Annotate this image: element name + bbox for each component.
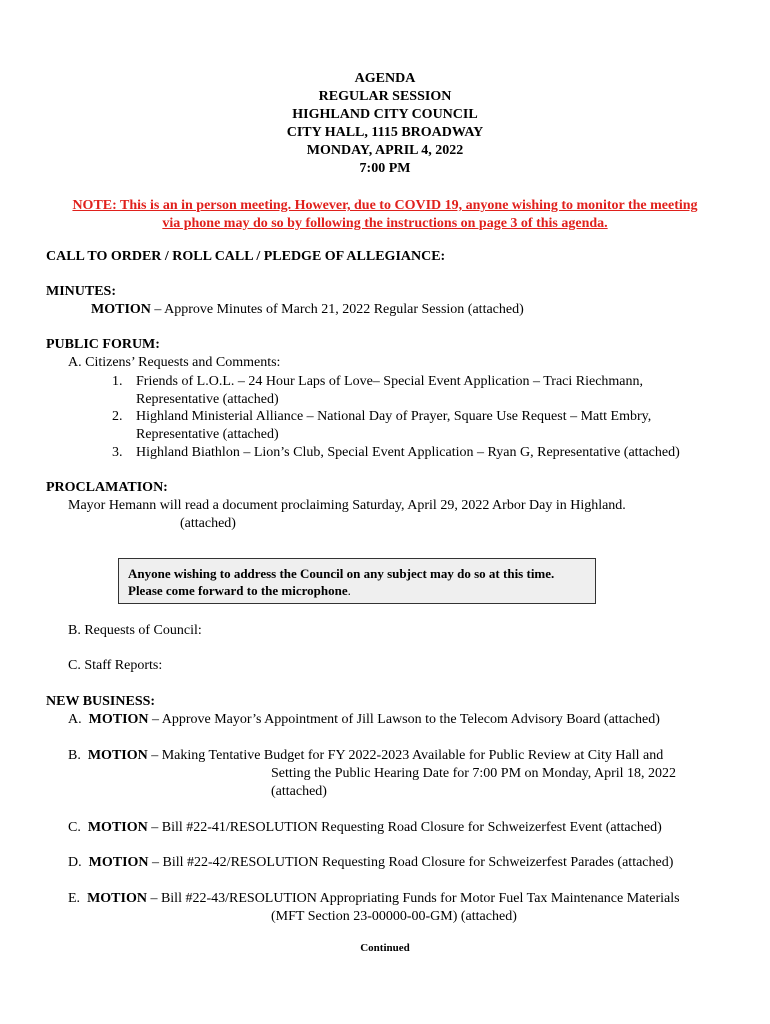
header-session: REGULAR SESSION (318, 89, 452, 104)
public-forum-heading: PUBLIC FORUM: (46, 337, 160, 352)
minutes-motion (91, 301, 524, 319)
item-text: – Bill #22-42/RESOLUTION Requesting Road Closure for Schweizerfest Parades (attached) (148, 855, 674, 870)
motion-label: MOTION (87, 748, 148, 763)
item-text: – Bill #22-41/RESOLUTION Requesting Road Closure for Schweizerfest Event (attached) (147, 820, 662, 835)
forum-item-number: 1. (112, 374, 123, 389)
continued-label: Continued (360, 942, 410, 954)
motion-label: MOTION (87, 820, 148, 835)
item-letter: E. (68, 891, 81, 906)
forum-item-number: 2. (112, 409, 123, 424)
header-time: 7:00 PM (359, 161, 411, 176)
forum-item-text: Highland Biathlon – Lion’s Club, Special Event Application – Ryan G, Representative (attached) (136, 445, 680, 460)
covid-note-line2: via phone may do so by following the instructions on page 3 of this agenda. (162, 216, 608, 231)
item-letter: C. (68, 820, 81, 835)
new-business-item-e (68, 890, 680, 908)
minutes-heading: MINUTES: (46, 284, 117, 299)
item-text: – Bill #22-43/RESOLUTION Appropriating Funds for Motor Fuel Tax Maintenance Materials (146, 891, 680, 906)
covid-note-line1: NOTE: This is an in person meeting. However, due to COVID 19, anyone wishing to monitor the meeting (72, 198, 698, 213)
new-business-item-b (68, 747, 663, 765)
item-letter: A. (68, 712, 82, 727)
forum-item-text: Highland Ministerial Alliance – National Day of Prayer, Square Use Request – Matt Embry, (136, 409, 652, 424)
item-letter: D. (68, 855, 82, 870)
notice-line2: Please come forward to the microphone. (128, 583, 351, 598)
citizens-requests-label: A. Citizens’ Requests and Comments: (68, 355, 281, 370)
header-title: AGENDA (354, 71, 416, 86)
new-business-heading: NEW BUSINESS: (46, 694, 156, 709)
notice-line2-text: Please come forward to the microphone (128, 583, 348, 598)
item-text: – Making Tentative Budget for FY 2022-2023 Available for Public Review at City Hall and (147, 748, 664, 763)
call-to-order-heading: CALL TO ORDER / ROLL CALL / PLEDGE OF ALLEGIANCE: (46, 249, 446, 264)
item-e-text-cont: (MFT Section 23-00000-00-GM) (attached) (271, 909, 517, 924)
motion-label: MOTION (87, 891, 147, 906)
covid-note (30, 197, 740, 233)
header-council: HIGHLAND CITY COUNCIL (292, 107, 478, 122)
staff-reports-label: C. Staff Reports: (68, 658, 163, 673)
proclamation-heading: PROCLAMATION: (46, 480, 168, 495)
minutes-motion-text: – Approve Minutes of March 21, 2022 Regular Session (attached) (150, 302, 524, 317)
proclamation-attached: (attached) (180, 516, 236, 531)
forum-item-text-cont: Representative (attached) (136, 427, 279, 442)
forum-item-number: 3. (112, 445, 123, 460)
forum-item-text-cont: Representative (attached) (136, 392, 279, 407)
agenda-header (0, 70, 770, 178)
new-business-item-a (68, 711, 660, 729)
header-date: MONDAY, APRIL 4, 2022 (306, 143, 464, 158)
item-text: – Approve Mayor’s Appointment of Jill Lawson to the Telecom Advisory Board (attached) (148, 712, 660, 727)
forum-item-text: Friends of L.O.L. – 24 Hour Laps of Love– Special Event Application – Traci Riechmann, (136, 374, 644, 389)
motion-label: MOTION (88, 855, 149, 870)
public-comment-notice-box (118, 558, 596, 604)
item-b-attached: (attached) (271, 784, 327, 799)
notice-line1: Anyone wishing to address the Council on any subject may do so at this time. (128, 566, 555, 581)
motion-label: MOTION (91, 302, 151, 317)
header-location: CITY HALL, 1115 BROADWAY (286, 125, 484, 140)
motion-label: MOTION (88, 712, 149, 727)
new-business-item-d (68, 854, 673, 872)
proclamation-text: Mayor Hemann will read a document proclaiming Saturday, April 29, 2022 Arbor Day in Highland. (68, 498, 626, 513)
requests-of-council-label: B. Requests of Council: (68, 623, 202, 638)
item-b-text-cont: Setting the Public Hearing Date for 7:00 PM on Monday, April 18, 2022 (271, 766, 677, 781)
new-business-item-c (68, 819, 662, 837)
item-letter: B. (68, 748, 81, 763)
